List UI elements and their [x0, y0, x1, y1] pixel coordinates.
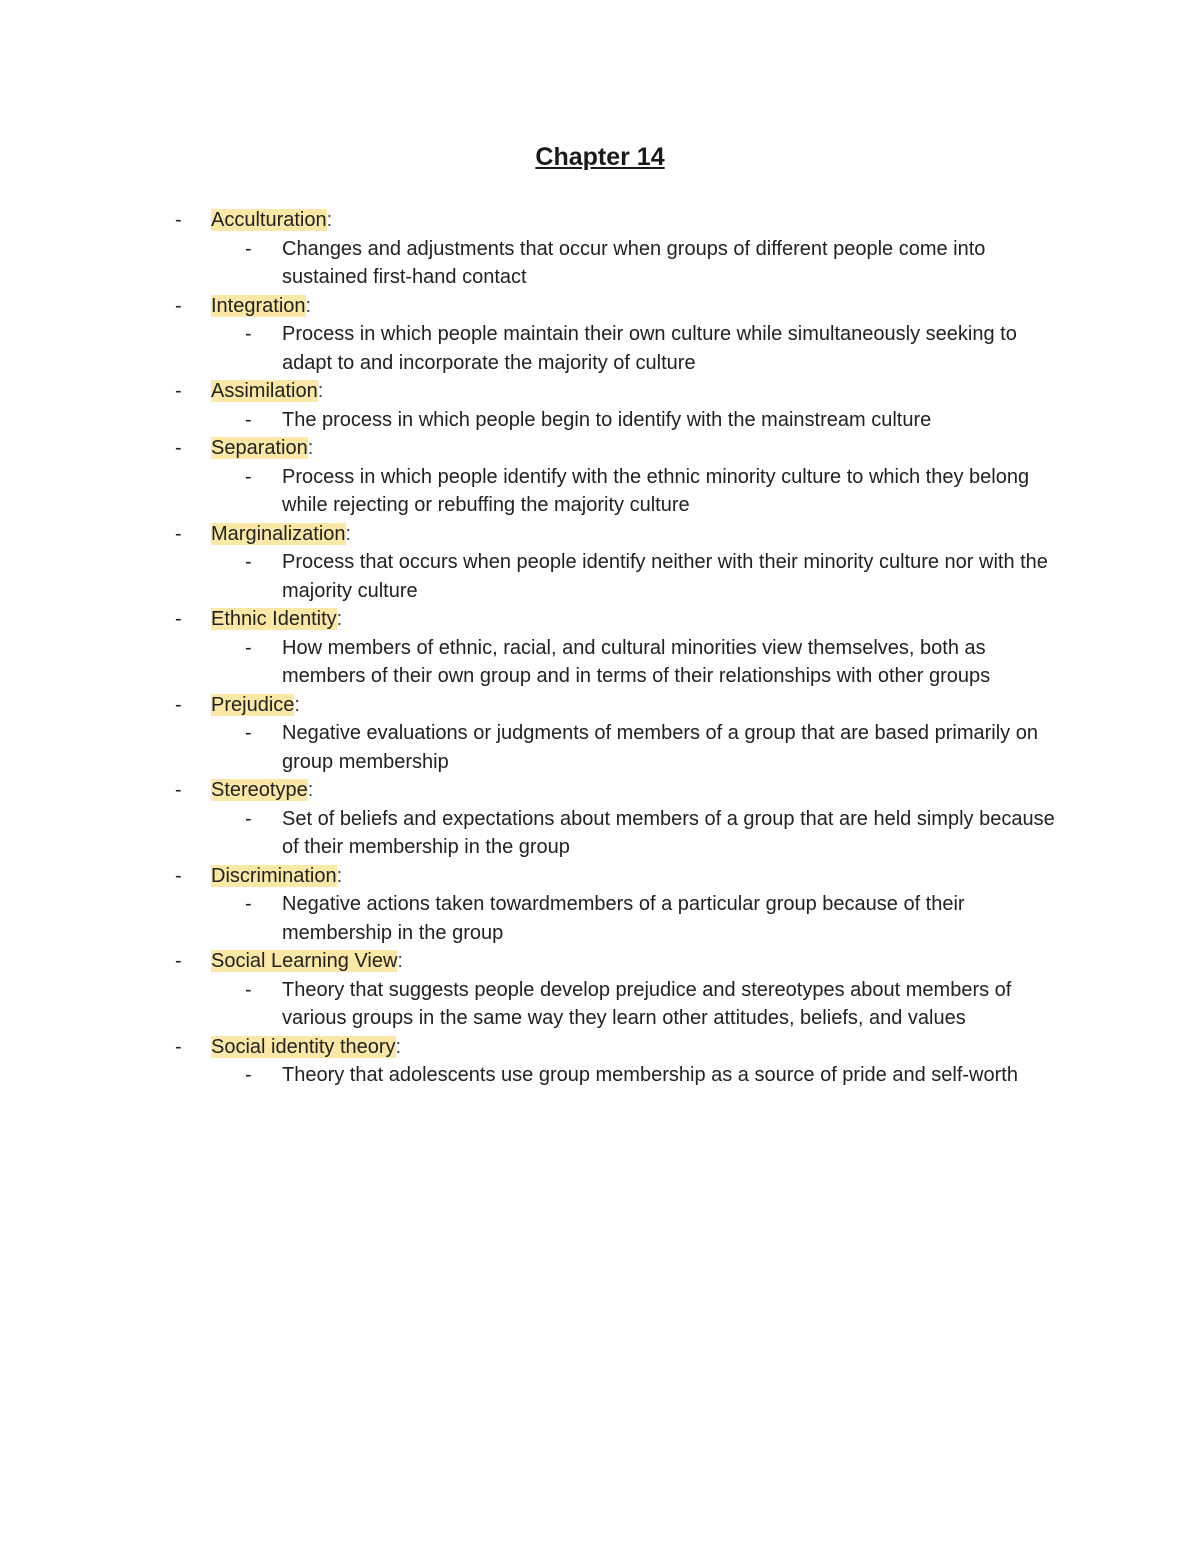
bullet-dash: -: [175, 522, 182, 545]
term-heading: [0, 947, 1200, 976]
term-colon: :: [307, 437, 314, 459]
definition: [0, 805, 1200, 862]
bullet-dash: -: [175, 693, 182, 716]
term-heading: [0, 520, 1200, 549]
term-colon: :: [395, 1035, 402, 1058]
term-colon: :: [326, 209, 333, 231]
definition-text: Negative evaluations or judgments of members of a group that are based primarily on group membership: [282, 722, 1038, 773]
term-colon: :: [317, 380, 324, 402]
bullet-dash: -: [175, 437, 182, 459]
term-colon: :: [307, 779, 314, 801]
definition: [0, 235, 1200, 292]
term-highlight: Social Learning View: [211, 950, 398, 972]
term-heading: [0, 377, 1200, 406]
term-highlight: Stereotype: [211, 779, 308, 801]
definition-text: Process that occurs when people identify neither with their minority culture nor with the majority culture: [282, 551, 1048, 602]
term-heading: [0, 1033, 1200, 1062]
definition-text: The process in which people begin to identify with the mainstream culture: [282, 408, 932, 431]
term-item-marginalization: [0, 520, 1200, 606]
term-list: [0, 206, 1200, 1090]
term-highlight: Integration: [211, 294, 306, 317]
definition: [0, 463, 1200, 520]
term-heading: [0, 691, 1200, 720]
term-heading: [0, 434, 1200, 463]
definition: [0, 548, 1200, 605]
definition: [0, 320, 1200, 377]
bullet-dash: -: [245, 323, 252, 345]
definition-text: Changes and adjustments that occur when groups of different people come into sustained first-hand contact: [282, 237, 986, 288]
definition-text: Theory that suggests people develop prejudice and stereotypes about members of various groups in the same way they learn other attitudes, beliefs, and values: [282, 978, 1012, 1029]
bullet-dash: -: [245, 722, 252, 744]
term-colon: :: [336, 608, 343, 630]
definition-text: Theory that adolescents use group membership as a source of pride and self-worth: [282, 1064, 1018, 1086]
term-item-stereotype: [0, 776, 1200, 862]
definition-text: Set of beliefs and expectations about members of a group that are held simply because of their membership in the group: [282, 807, 1055, 858]
definition: [0, 406, 1200, 435]
term-word: [211, 862, 342, 891]
term-colon: :: [336, 864, 343, 887]
definition: [0, 890, 1200, 947]
bullet-dash: -: [245, 237, 252, 260]
bullet-dash: -: [175, 1035, 182, 1058]
term-highlight: Marginalization: [211, 522, 346, 545]
term-heading: [0, 605, 1200, 634]
term-colon: :: [397, 950, 403, 972]
term-colon: :: [305, 294, 312, 317]
definition: [0, 719, 1200, 776]
bullet-dash: -: [245, 636, 252, 659]
bullet-dash: -: [175, 294, 182, 317]
term-highlight: Discrimination: [211, 864, 337, 887]
definition-text: Process in which people identify with the ethnic minority culture to which they belong while rejecting or rebuffing the majority culture: [282, 465, 1030, 516]
term-word: [211, 605, 342, 634]
term-highlight: Ethnic Identity: [211, 608, 337, 630]
term-word: [211, 776, 313, 805]
term-highlight: Acculturation: [211, 209, 327, 231]
term-word: [211, 434, 313, 463]
term-word: [211, 377, 323, 406]
term-heading: [0, 292, 1200, 321]
bullet-dash: -: [175, 380, 182, 402]
term-highlight: Social identity theory: [211, 1035, 396, 1058]
term-colon: :: [294, 693, 300, 716]
bullet-dash: -: [245, 893, 252, 915]
term-item-prejudice: [0, 691, 1200, 777]
bullet-dash: -: [175, 864, 182, 887]
term-item-integration: [0, 292, 1200, 378]
bullet-dash: -: [245, 1064, 252, 1086]
term-item-assimilation: [0, 377, 1200, 434]
term-word: [211, 1033, 401, 1062]
term-item-social-learning-view: [0, 947, 1200, 1033]
term-item-ethnic-identity: [0, 605, 1200, 691]
term-item-social-identity-theory: [0, 1033, 1200, 1090]
bullet-dash: -: [245, 551, 252, 573]
definition: [0, 1061, 1200, 1090]
term-item-separation: [0, 434, 1200, 520]
term-colon: :: [345, 522, 352, 545]
term-heading: [0, 776, 1200, 805]
term-heading: [0, 206, 1200, 235]
term-item-discrimination: [0, 862, 1200, 948]
term-highlight: Separation: [211, 437, 308, 459]
page-title: Chapter 14: [535, 143, 665, 171]
term-heading: [0, 862, 1200, 891]
term-highlight: Assimilation: [211, 380, 318, 402]
term-word: [211, 520, 351, 549]
definition: [0, 634, 1200, 691]
term-item-acculturation: [0, 206, 1200, 292]
bullet-dash: -: [175, 608, 182, 630]
term-word: [211, 947, 403, 976]
definition-text: How members of ethnic, racial, and cultural minorities view themselves, both as members of their own group and in terms of their relationships with other groups: [282, 636, 991, 687]
bullet-dash: -: [245, 807, 252, 830]
definition-text: Process in which people maintain their own culture while simultaneously seeking to adapt to and incorporate the majority of culture: [282, 323, 1017, 374]
bullet-dash: -: [245, 465, 252, 488]
term-word: [211, 691, 300, 720]
definition: [0, 976, 1200, 1033]
term-highlight: Prejudice: [211, 693, 295, 716]
bullet-dash: -: [175, 779, 182, 801]
term-word: [211, 206, 332, 235]
bullet-dash: -: [175, 209, 182, 231]
bullet-dash: -: [175, 950, 182, 972]
definition-text: Negative actions taken towardmembers of a particular group because of their membership in the group: [282, 893, 965, 944]
term-word: [211, 292, 311, 321]
bullet-dash: -: [245, 978, 252, 1001]
bullet-dash: -: [245, 408, 252, 431]
